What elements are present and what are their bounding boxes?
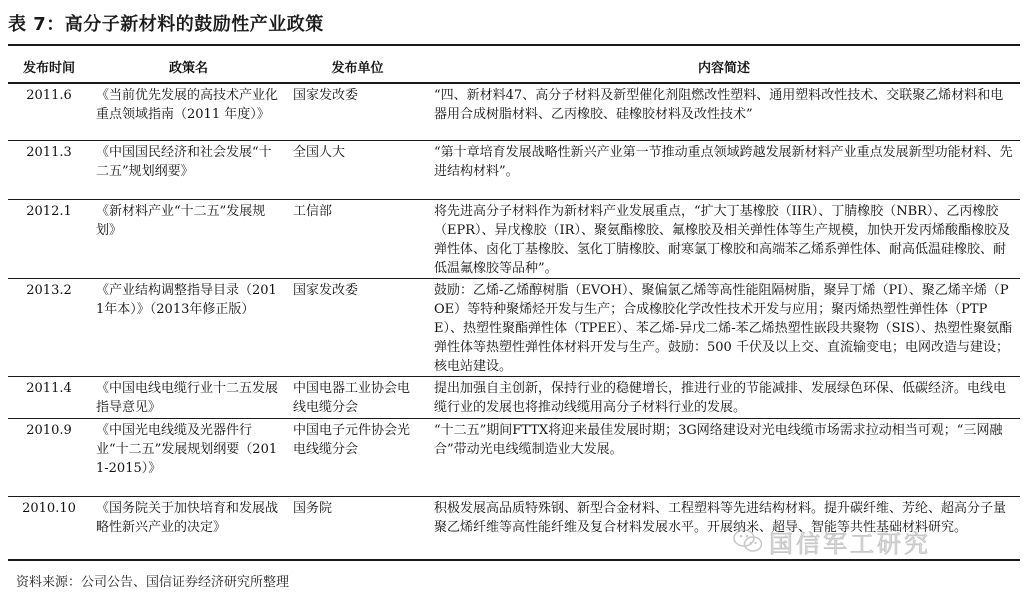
row-policy-name: 《新材料产业“十二五”发展规划》 — [90, 199, 287, 278]
row-date: 2011.3 — [8, 140, 90, 199]
table-row — [8, 199, 1020, 278]
row-content: “十二五”期间FTTX将迎来最佳发展时期；3G网络建设对光电线缆市场需求拉动相当可观；“三网融合”带动光电线缆制造业大发展。 — [428, 418, 1020, 496]
column-header-name: 政策名 — [90, 55, 287, 83]
row-publisher: 国务院 — [287, 496, 428, 560]
row-date: 2010.10 — [8, 496, 90, 560]
column-header-date: 发布时间 — [8, 55, 90, 83]
row-policy-name: 《中国光电线缆及光器件行业“十二五”发展规划纲要（2011-2015）》 — [90, 418, 287, 496]
table-title: 表 7：高分子新材料的鼓励性产业政策 — [8, 14, 324, 35]
row-date: 2013.2 — [8, 278, 90, 376]
row-content: 积极发展高品质特殊钢、新型合金材料、工程塑料等先进结构材料。提升碳纤维、芳纶、超高分子量聚乙烯纤维等高性能纤维及复合材料发展水平。开展纳米、超导、智能等共性基础材料研究。 — [428, 496, 1020, 560]
row-policy-name: 《产业结构调整指导目录（2011年本）》（2013年修正版） — [90, 278, 287, 376]
column-header-unit: 发布单位 — [287, 55, 428, 83]
column-header-content: 内容简述 — [428, 55, 1020, 83]
row-publisher: 工信部 — [287, 199, 428, 278]
row-publisher: 中国电子元件协会光电线缆分会 — [287, 418, 428, 496]
table-row — [8, 278, 1020, 376]
row-content: “四、新材料47、高分子材料及新型催化剂阻燃改性塑料、通用塑料改性技术、交联聚乙烯材料和电器用合成树脂材料、乙丙橡胶、硅橡胶材料及改性技术” — [434, 88, 1004, 122]
table-row — [8, 140, 1020, 199]
row-content: 提出加强自主创新，保持行业的稳健增长，推进行业的节能减排、发展绿色环保、低碳经济。电线电缆行业的发展也将推动线缆用高分子材料行业的发展。 — [428, 376, 1020, 418]
table-row — [8, 418, 1020, 496]
row-date: 2011.6 — [26, 88, 72, 103]
row-publisher: 全国人大 — [287, 140, 428, 199]
row-policy-name: 《当前优先发展的高技术产业化重点领域指南（2011 年度）》 — [96, 88, 279, 122]
table-row — [8, 496, 1020, 560]
source-note: 资料来源：公司公告、国信证券经济研究所整理 — [16, 575, 290, 590]
table-row — [8, 376, 1020, 418]
row-content: 鼓励：乙烯-乙烯醇树脂（EVOH）、聚偏氯乙烯等高性能阻隔树脂，聚异丁烯（PI）、聚乙烯辛烯（POE）等特种聚烯烃开发与生产；合成橡胶化学改性技术开发与应用；聚丙烯热塑性弹性体（PTPE）、热塑性聚酯弹性体（TPEE）、苯乙烯-异戊二烯-苯乙烯热塑性嵌段共聚物（SIS）、热塑性聚氨酯弹性体等热塑性弹性体材料开发与生产。鼓励：500 千伏及以上交、直流输变电；电网改造与建设；核电站建设。 — [428, 278, 1020, 376]
table-row — [8, 83, 1020, 140]
row-publisher: 国家发改委 — [287, 278, 428, 376]
row-publisher: 国家发改委 — [293, 88, 359, 103]
row-publisher: 中国电器工业协会电线电缆分会 — [287, 376, 428, 418]
policy-table — [8, 55, 1020, 561]
row-date: 2012.1 — [8, 199, 90, 278]
watermark-text: 国信军工研究 — [769, 529, 931, 558]
row-policy-name: 《中国国民经济和社会发展“十二五”规划纲要》 — [90, 140, 287, 199]
title-divider — [8, 44, 1020, 46]
row-content: 将先进高分子材料作为新材料产业发展重点，“扩大丁基橡胶（IIR）、丁腈橡胶（NBR）、乙丙橡胶（EPR）、异戊橡胶（IR）、聚氨酯橡胶、氟橡胶及相关弹性体等生产规模，加快开发丙烯酸酯橡胶及弹性体、卤化丁基橡胶、氢化丁腈橡胶、耐寒氯丁橡胶和高端苯乙烯系弹性体、耐高低温硅橡胶、耐低温氟橡胶等品种”。 — [428, 199, 1020, 278]
row-policy-name: 《国务院关于加快培育和发展战略性新兴产业的决定》 — [90, 496, 287, 560]
row-date: 2010.9 — [8, 418, 90, 496]
row-date: 2011.4 — [8, 376, 90, 418]
row-policy-name: 《中国电线电缆行业十二五发展指导意见》 — [90, 376, 287, 418]
row-content: “第十章培育发展战略性新兴产业第一节推动重点领域跨越发展新材料产业重点发展新型功能材料、先进结构材料”。 — [428, 140, 1020, 199]
header-row — [8, 55, 1020, 83]
